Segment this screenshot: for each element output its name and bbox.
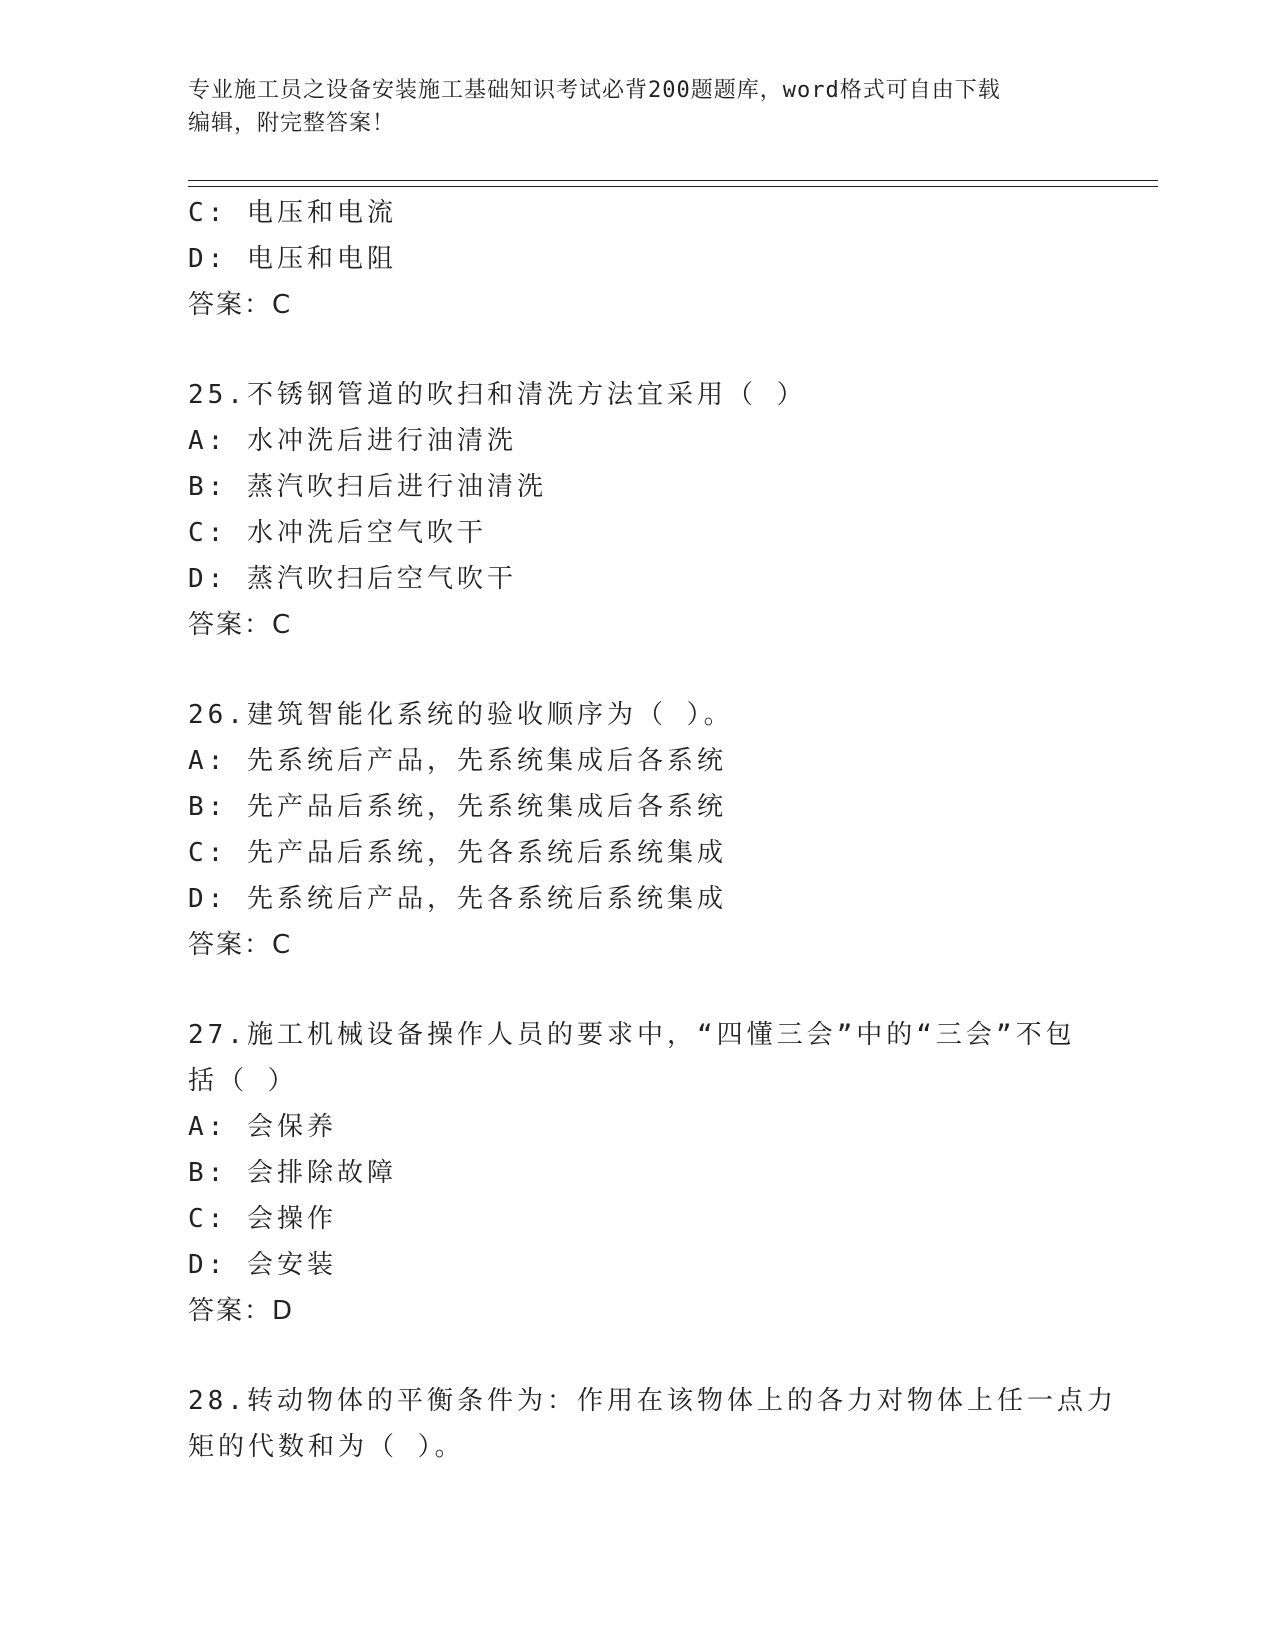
option-b: B: 先产品后系统，先系统集成后各系统 bbox=[188, 792, 727, 822]
option-c: C: 水冲洗后空气吹干 bbox=[188, 518, 487, 548]
option-d: D: 会安装 bbox=[188, 1250, 337, 1280]
question-text-line-2: 括（ ） bbox=[188, 1066, 298, 1096]
option-d: D: 先系统后产品，先各系统后系统集成 bbox=[188, 884, 727, 914]
question-text: 26.建筑智能化系统的验收顺序为（ ）。 bbox=[188, 700, 734, 730]
option-c: C: 先产品后系统，先各系统后系统集成 bbox=[188, 838, 727, 868]
option-a: A: 会保养 bbox=[188, 1112, 337, 1142]
question-24-tail bbox=[188, 190, 1088, 328]
header-divider bbox=[188, 180, 1158, 187]
option-d: D: 电压和电阻 bbox=[188, 244, 397, 274]
header-line-2: 编辑，附完整答案！ bbox=[188, 111, 396, 136]
question-text-line-1: 27.施工机械设备操作人员的要求中，“四懂三会”中的“三会”不包 bbox=[188, 1020, 1076, 1050]
question-text: 25.不锈钢管道的吹扫和清洗方法宜采用（ ） bbox=[188, 380, 807, 410]
option-c: C: 电压和电流 bbox=[188, 198, 397, 228]
question-27 bbox=[188, 1012, 1088, 1334]
option-b: B: 会排除故障 bbox=[188, 1158, 397, 1188]
option-b: B: 蒸汽吹扫后进行油清洗 bbox=[188, 472, 547, 502]
question-list bbox=[188, 190, 1117, 1470]
option-a: A: 水冲洗后进行油清洗 bbox=[188, 426, 517, 456]
question-25 bbox=[188, 372, 1088, 648]
question-28 bbox=[188, 1378, 1117, 1470]
header-line-1: 专业施工员之设备安装施工基础知识考试必背200题题库，word格式可自由下载 bbox=[188, 78, 1001, 103]
answer: 答案：C bbox=[188, 290, 293, 320]
option-a: A: 先系统后产品，先系统集成后各系统 bbox=[188, 746, 727, 776]
answer: 答案：D bbox=[188, 1296, 295, 1326]
option-c: C: 会操作 bbox=[188, 1204, 337, 1234]
option-d: D: 蒸汽吹扫后空气吹干 bbox=[188, 564, 517, 594]
question-text-line-1: 28.转动物体的平衡条件为：作用在该物体上的各力对物体上任一点力 bbox=[188, 1386, 1117, 1416]
document-header bbox=[188, 74, 1068, 140]
answer: 答案：C bbox=[188, 930, 293, 960]
question-text-line-2: 矩的代数和为（ ）。 bbox=[188, 1432, 465, 1462]
question-26 bbox=[188, 692, 1088, 968]
answer: 答案：C bbox=[188, 610, 293, 640]
